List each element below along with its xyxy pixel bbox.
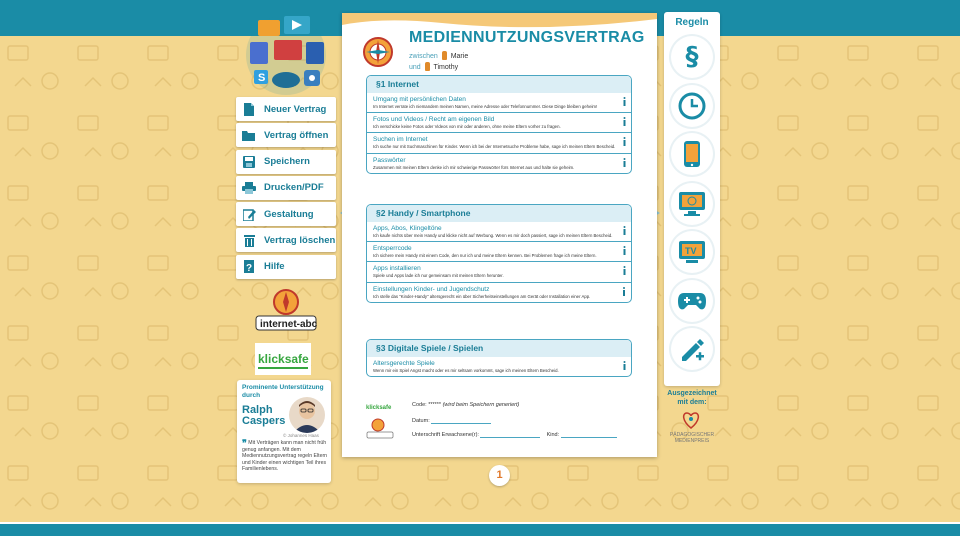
rules-panel — [664, 12, 720, 386]
save-disk-icon — [242, 155, 256, 169]
rule-item[interactable] — [367, 154, 631, 173]
smartphone-rule-button[interactable] — [671, 133, 713, 175]
rule-title: Entsperrcode — [373, 245, 412, 253]
between-label: zwischen — [409, 53, 438, 60]
support-name — [242, 405, 285, 427]
svg-text:?: ? — [246, 263, 253, 274]
award-text: PÄDAGOGISCHER MEDIENPREIS — [669, 432, 715, 444]
rule-text: Wenn mir ein Spiel Angst macht oder es mir seltsam vorkommt, sage ich meinen Eltern Bescheid. — [373, 368, 559, 373]
add-rule-pencil-icon — [678, 335, 706, 363]
code-label: Code: — [412, 402, 427, 408]
rule-text: Ich kaufe nichts über mein Handy und klicke nicht auf Werbung. Wenn es mir doch passiert, sage ich meinen Eltern Bescheid. — [373, 233, 613, 238]
rules-title: Regeln — [675, 17, 709, 28]
print-pdf-button[interactable] — [236, 176, 336, 200]
smartphone-icon — [683, 140, 701, 168]
printer-icon — [242, 181, 256, 195]
rule-text: Ich verschicke keine Fotos oder Videos von mir oder anderen, ohne meine Eltern vorher zu fragen. — [373, 124, 561, 130]
rule-text: Ich stelle das "Kinder-Handy" altersgerecht ein über Sicherheitseinstellungen am Gerät oder Installation einer App. — [373, 293, 591, 299]
parent-child-info-icon[interactable] — [620, 287, 628, 296]
open-contract-button[interactable] — [236, 123, 336, 147]
rule-title: Apps, Abos, Klingeltöne — [373, 225, 442, 232]
klicksafe-logo[interactable] — [255, 343, 311, 375]
help-label: Hilfe — [264, 261, 285, 273]
section-smartphone — [366, 204, 632, 303]
contract-document — [342, 13, 657, 457]
rule-item[interactable] — [367, 283, 631, 302]
design-pencil-icon — [242, 207, 256, 221]
support-last-name: Caspers — [242, 415, 286, 427]
rule-text: Spiele und Apps lade ich nur gemeinsam mit meinen Eltern herunter. — [373, 273, 504, 279]
new-contract-label: Neuer Vertrag — [264, 103, 327, 115]
adult-signature-label: Unterschrift Erwachsene(r): — [412, 432, 479, 438]
save-label: Speichern — [264, 156, 310, 168]
rule-title: Umgang mit persönlichen Daten — [373, 96, 466, 103]
svg-text:internet-abc: internet-abc — [260, 319, 318, 330]
print-pdf-label: Drucken/PDF — [264, 182, 324, 194]
internet-abc-logo[interactable] — [254, 288, 318, 334]
support-quote-text: Mit Verträgen kann man nicht früh genug anfangen. Mit dem Mediennutzungsvertrag regeln Eltern und Kinder einen wichtigen Teil ihres Familienlebens. — [242, 440, 328, 473]
page-number[interactable]: 1 — [489, 465, 510, 486]
svg-text:klicksafe: klicksafe — [366, 405, 392, 411]
design-label: Gestaltung — [264, 208, 314, 220]
paragraph-rule-button[interactable] — [671, 36, 713, 78]
code-value: ****** — [428, 402, 442, 408]
info-icon[interactable] — [623, 361, 626, 370]
adult-name: Timothy — [433, 64, 459, 71]
new-document-icon — [242, 102, 256, 116]
save-button[interactable] — [236, 150, 336, 174]
rule-item[interactable] — [367, 93, 631, 113]
support-quote — [242, 440, 328, 473]
delete-contract-label: Vertrag löschen — [264, 234, 336, 246]
info-icon[interactable] — [623, 246, 626, 255]
delete-contract-button[interactable] — [236, 228, 336, 252]
section-title: §3 Digitale Spiele / Spielen — [367, 340, 631, 357]
svg-text:klicksafe: klicksafe — [258, 352, 309, 366]
rule-title: Fotos und Videos / Recht am eigenen Bild — [373, 116, 495, 124]
new-contract-button[interactable] — [236, 97, 336, 121]
rule-item[interactable] — [367, 133, 631, 153]
rule-item[interactable] — [367, 222, 631, 242]
adult-person-icon — [425, 62, 430, 71]
section-digital-games — [366, 339, 632, 377]
support-avatar — [289, 397, 325, 433]
computer-rule-button[interactable] — [671, 183, 713, 225]
date-label: Datum: — [412, 418, 430, 424]
between-line — [409, 51, 468, 60]
media-award-logo-icon — [680, 410, 702, 430]
svg-text:S: S — [258, 72, 266, 84]
rule-item[interactable] — [367, 113, 631, 133]
rule-item[interactable] — [367, 242, 631, 262]
main-menu — [236, 97, 336, 281]
rule-title: Apps installieren — [373, 265, 421, 273]
and-label: und — [409, 64, 421, 71]
rule-text: Ich suche nur mit Suchmaschinen für Kinder. Wenn ich bei der Internetsuche Probleme habe, sage ich meinen Eltern Bescheid. — [373, 144, 616, 150]
rule-title: Suchen im Internet — [373, 136, 428, 144]
folder-open-icon — [242, 128, 256, 142]
award-title: Ausgezeichnet mit dem: — [667, 390, 717, 406]
child-name: Marie — [450, 53, 469, 60]
media-logo-cluster — [240, 12, 332, 98]
time-rule-button[interactable] — [671, 85, 713, 127]
section-internet — [366, 75, 632, 174]
rule-title: Einstellungen Kinder- und Jugendschutz — [373, 285, 490, 293]
trash-icon — [242, 233, 256, 247]
rule-item[interactable] — [367, 262, 631, 282]
paragraph-icon: § — [685, 42, 699, 72]
rule-text: Zusammen mit meinen Eltern denke ich mir schwierige Passwörter fürs Internet aus und halte sie geheim. — [373, 164, 575, 170]
tv-rule-button[interactable] — [671, 231, 713, 273]
design-button[interactable] — [236, 202, 336, 226]
code-note: (wird beim Speichern generiert) — [442, 402, 520, 408]
open-contract-label: Vertrag öffnen — [264, 129, 329, 141]
tv-icon — [678, 240, 706, 264]
section-title: §2 Handy / Smartphone — [367, 205, 631, 222]
support-title: Prominente Unterstützung durch — [242, 384, 324, 399]
celebrity-support-card — [237, 380, 331, 483]
add-rule-button[interactable] — [671, 328, 713, 370]
gaming-rule-button[interactable] — [671, 280, 713, 322]
section-title: §1 Internet — [367, 76, 631, 93]
rule-text: Ich sichere mein Handy mit einem Code, den nur ich und meine Eltern kennen. Bei Problemen frage ich meine Eltern. — [373, 253, 597, 259]
date-line — [412, 417, 491, 424]
rule-item[interactable] — [367, 357, 631, 376]
adult-signature-field[interactable] — [480, 431, 540, 438]
info-icon[interactable] — [623, 137, 626, 146]
footer-partner-logos — [366, 401, 394, 441]
info-icon[interactable] — [623, 158, 626, 167]
photo-credit: © Johannes Haas — [283, 433, 319, 438]
info-icon[interactable] — [623, 117, 626, 126]
code-line — [412, 402, 519, 408]
rule-title: Altersgerechte Spiele — [373, 360, 435, 367]
contract-title: MEDIENNUTZUNGSVERTRAG — [409, 29, 645, 46]
rule-text: Im Internet verrate ich niemandem meinen Namen, meine Adresse oder Telefonnummer. Diese Dinge bleiben geheim! — [373, 104, 598, 109]
svg-text:TV: TV — [685, 246, 697, 256]
info-icon[interactable] — [623, 266, 626, 275]
child-person-icon — [442, 51, 447, 60]
help-button[interactable] — [236, 255, 336, 279]
date-field[interactable] — [431, 417, 491, 424]
info-icon[interactable] — [623, 226, 626, 235]
child-signature-field[interactable] — [561, 431, 617, 438]
child-signature-label: Kind: — [546, 432, 560, 438]
clock-icon — [678, 92, 706, 120]
bottom-bar — [0, 522, 960, 536]
help-icon — [242, 260, 256, 274]
contract-logo-icon — [362, 36, 394, 68]
gamepad-icon — [678, 291, 706, 311]
computer-icon — [678, 191, 706, 217]
support-first-name: Ralph — [242, 404, 273, 416]
rule-title: Passwörter — [373, 156, 406, 164]
and-line — [409, 62, 458, 71]
signature-line — [412, 431, 617, 438]
quote-mark-icon: ❞ — [242, 438, 247, 448]
info-icon[interactable] — [623, 97, 626, 106]
